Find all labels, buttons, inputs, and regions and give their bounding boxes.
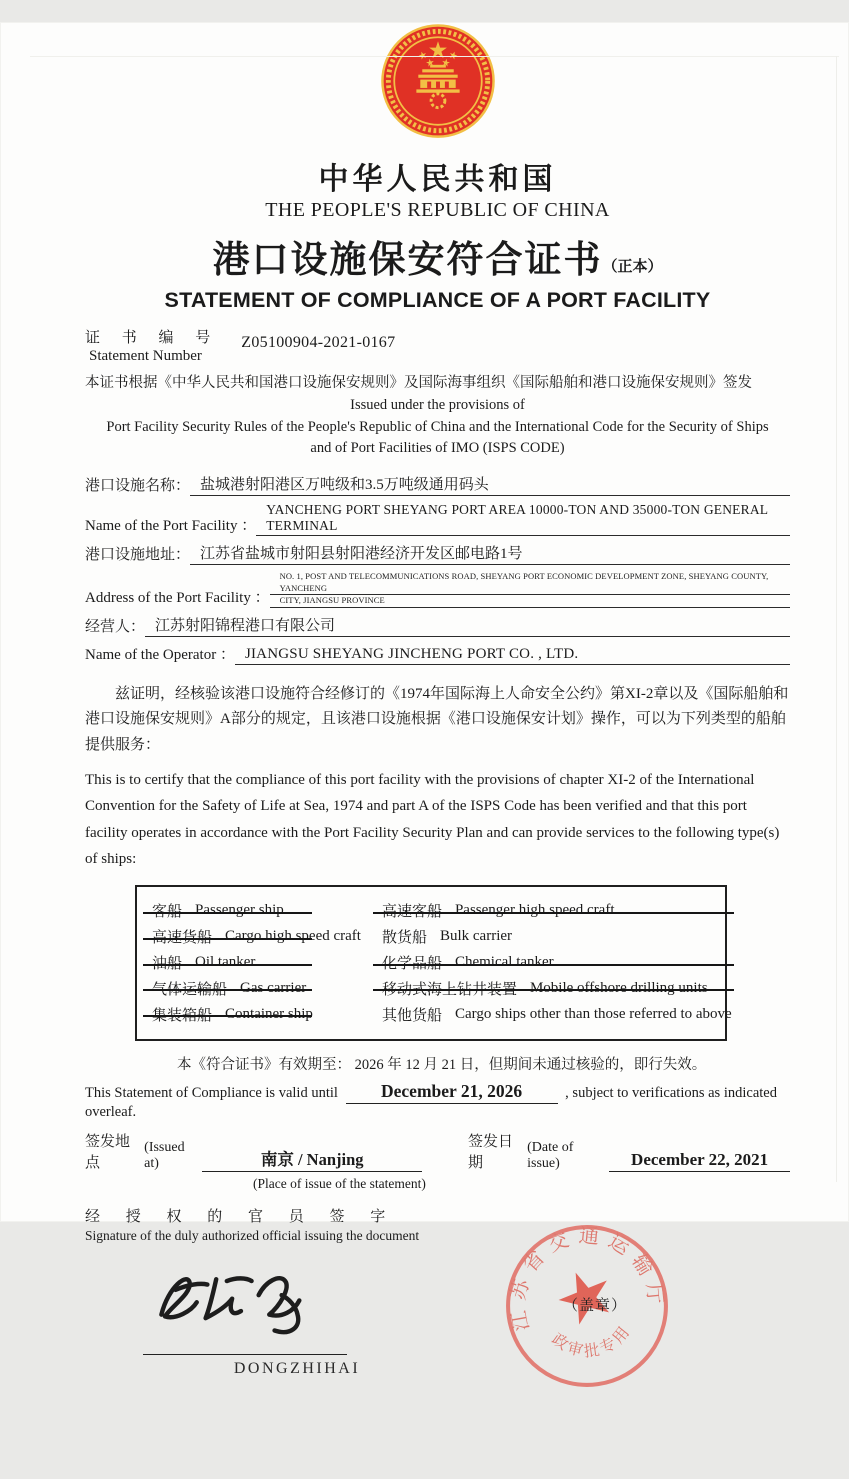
issuance-basis-en3: and of Port Facilities of IMO (ISPS CODE): [310, 440, 565, 457]
ship-type-container-ship: [137, 1001, 367, 1027]
ship-type-zh: 化学品船: [381, 955, 442, 972]
certificate-page: [0, 22, 849, 1377]
facility-address-value-en-line2: CITY, JIANGSU PROVINCE: [270, 595, 790, 608]
country-name-en: THE PEOPLE'S REPUBLIC OF CHINA: [265, 199, 610, 221]
ship-type-zh: 高速客船: [381, 904, 442, 921]
ship-type-gas-carrier: [137, 975, 367, 1001]
certificate-title-zh: [85, 229, 790, 283]
certificate-title-en: STATEMENT OF COMPLIANCE OF A PORT FACILITY: [164, 288, 711, 312]
facility-name-value-en: YANCHENG PORT SHEYANG PORT AREA 10000-TON AND 35000-TON GENERAL TERMINAL: [256, 502, 790, 536]
ship-type-cargo-high-speed-craft: [137, 924, 367, 950]
date-of-issue-value: December 22, 2021: [609, 1150, 790, 1172]
issuance-basis: [85, 373, 790, 460]
certification-paragraph-en: This is to certify that the compliance of this port facility with the provisions of chapter XI-2 of the International Convention for the Safety of Life at Sea, 1974 and part A of the ISPS Code has been verified and that this port facility operates in accordance with the Port Facility Security Plan and can provide services to the following type(s) of ships:: [85, 772, 780, 867]
ship-type-chemical-tanker: [367, 950, 738, 976]
ship-type-passenger-high-speed-craft: [367, 898, 738, 924]
original-copy-suffix: （正本）: [602, 259, 663, 275]
ship-type-en: Container ship: [225, 1005, 313, 1022]
ship-type-en: Bulk carrier: [439, 928, 513, 945]
ship-type-en: Cargo ships other than those referred to above: [454, 1005, 732, 1022]
signatory-printed-name: DONGZHIHAI: [233, 1359, 361, 1377]
ship-type-en: Passenger high speed craft: [454, 902, 615, 919]
date-of-issue-label-zh: 签发日期: [468, 1133, 514, 1171]
ship-type-zh: 集装箱船: [152, 1007, 213, 1024]
issued-at-label-zh: 签发地点: [85, 1133, 131, 1171]
validity-en-suffix: , subject to verifications as indicated overleaf.: [85, 1084, 777, 1120]
signature-label-zh: 经 授 权 的 官 员 签 字: [85, 1208, 397, 1225]
facility-name-label-zh: 港口设施名称：: [85, 478, 191, 494]
statement-number-block: [85, 326, 790, 365]
country-name-zh: 中华人民共和国: [318, 163, 557, 196]
signature-label-en: Signature of the duly authorized official issuing the document: [85, 1227, 420, 1243]
operator-label-en: Name of the Operator ：: [85, 646, 235, 663]
facility-name-value-zh: 盐城港射阳港区万吨级和3.5万吨级通用码头: [190, 473, 790, 496]
ship-types-table: [135, 885, 732, 1041]
ship-type-zh: 其他货船: [381, 1007, 442, 1024]
ship-type-en: Mobile offshore drilling units: [529, 979, 708, 996]
scan-artifact: [30, 56, 839, 57]
ship-type-en: Cargo high speed craft: [225, 928, 361, 945]
statement-number-label-zh: 证 书 编 号: [85, 330, 220, 346]
ship-type-zh: 客船: [152, 904, 183, 921]
facility-fields: [85, 473, 790, 665]
facility-address-value-zh: 江苏省盐城市射阳县射阳港经济开发区邮电路1号: [190, 542, 790, 565]
issue-row: [85, 1130, 790, 1172]
issuance-basis-en1: Issued under the provisions of: [350, 396, 525, 413]
date-of-issue-label-en: (Date of issue): [527, 1139, 574, 1171]
facility-address-label-zh: 港口设施地址：: [85, 547, 191, 563]
issuance-basis-zh: 本证书根据《中华人民共和国港口设施保安规则》及国际海事组织《国际船舶和港口设施保安规则》签发: [85, 375, 752, 391]
seal-type-text: 行政审批专用章: [548, 1321, 635, 1361]
validity-statement-en: [85, 1081, 790, 1121]
ship-type-oil-tanker: [137, 950, 367, 976]
validity-statement-zh: 本《符合证书》有效期至： 2026 年 12 月 21 日，但期间未通过核验的，即行失效。: [177, 1056, 707, 1073]
facility-address-value-en-line1: NO. 1, POST AND TELECOMMUNICATIONS ROAD, SHEYANG PORT ECONOMIC DEVELOPMENT ZONE, SHEYANG COUNTY, YANCHENG: [270, 571, 790, 595]
ship-type-zh: 移动式海上钻井装置: [381, 981, 517, 998]
ship-type-mobile-offshore-drilling-units: [367, 975, 738, 1001]
operator-value-zh: 江苏射阳锦程港口有限公司: [145, 614, 790, 637]
facility-name-label-en: Name of the Port Facility ：: [85, 518, 257, 534]
scan-artifact: [836, 56, 837, 1182]
ship-type-zh: 油船: [152, 955, 183, 972]
place-of-issue-caption: (Place of issue of the statement): [253, 1175, 426, 1191]
ship-type-zh: 气体运输船: [152, 981, 228, 998]
seal-placement-label: （盖章）: [563, 1297, 628, 1314]
ship-type-en: Passenger ship: [195, 902, 284, 919]
handwritten-signature: [149, 1258, 317, 1350]
ship-type-en: Gas carrier: [240, 979, 307, 996]
validity-en-prefix: This Statement of Compliance is valid until: [85, 1084, 338, 1101]
statement-number-label-en: Statement Number: [89, 348, 202, 364]
operator-value-en: JIANGSU SHEYANG JINCHENG PORT CO. , LTD.: [235, 646, 790, 665]
statement-number-value: Z05100904-2021-0167: [241, 333, 396, 351]
valid-until-date: December 21, 2026: [346, 1081, 558, 1104]
certificate-title-zh-text: 港口设施保安符合证书: [212, 240, 603, 281]
ship-type-other-cargo-ships: [367, 1001, 738, 1027]
issued-at-value: 南京 / Nanjing: [202, 1146, 422, 1172]
ship-type-passenger-ship: [137, 898, 367, 924]
certification-paragraph-zh: 兹证明，经核验该港口设施符合经修订的《1974年国际海上人命安全公约》第XI-2章以及《国际船舶和港口设施保安规则》A部分的规定，且该港口设施根据《港口设施保安计划》操作，可以为下列类型的船舶提供服务：: [85, 685, 789, 753]
ship-type-zh: 散货船: [381, 930, 427, 947]
svg-text:江苏省交通运输厅: [501, 1220, 669, 1333]
ship-type-en: Chemical tanker: [454, 953, 554, 970]
seal-org-name: 江苏省交通运输厅: [506, 1224, 667, 1333]
facility-address-label-en: Address of the Port Facility ：: [85, 589, 270, 606]
operator-label-zh: 经营人：: [85, 618, 146, 635]
china-national-emblem-icon: [379, 22, 497, 146]
signature-line: [143, 1354, 347, 1355]
issuance-basis-en2: Port Facility Security Rules of the People's Republic of China and the International Code for the Security of Ships: [106, 418, 769, 435]
ship-type-bulk-carrier: [367, 924, 738, 950]
ship-type-en: Oil tanker: [195, 953, 256, 970]
ship-type-zh: 高速货船: [152, 930, 213, 947]
issued-at-label-en: (Issued at): [144, 1139, 185, 1171]
